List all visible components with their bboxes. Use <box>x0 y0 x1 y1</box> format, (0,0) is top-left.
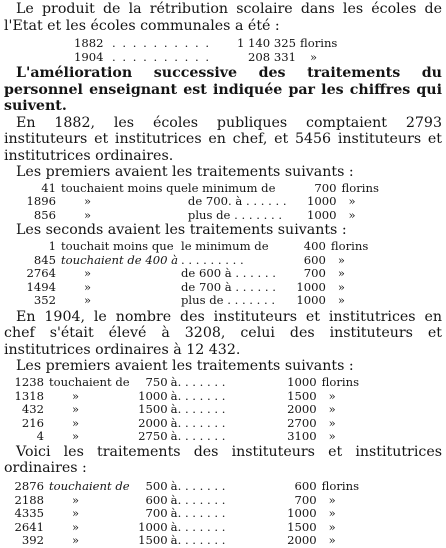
table-row <box>18 281 368 295</box>
unit-cell: florins <box>321 374 360 389</box>
to-cell: 1000 <box>287 506 317 521</box>
amount-cell: 1000 <box>296 293 326 308</box>
label-cell: » <box>84 266 92 281</box>
paragraph-1882-counts: En 1882, les écoles publiques comptaient 2793 instituteurs et institutrices en chef, et 5456 instituteurs et institutrices ordinaires. <box>4 114 442 164</box>
unit-cell: » <box>310 49 318 64</box>
unit-cell: » <box>328 429 336 444</box>
count-cell: 41 <box>41 180 56 195</box>
table-premiers-1882 <box>18 182 379 223</box>
unit-cell: florins <box>300 36 338 50</box>
paragraph-amelioration: L'amélioration successive des traitements du personnel enseignant est indiquée par les chiffres qui suivent. <box>4 65 442 115</box>
table-row <box>18 209 379 223</box>
table-row <box>18 267 368 281</box>
mid-cell: à. . . . . . . <box>170 374 226 389</box>
from-cell: 1500 <box>138 402 168 417</box>
label-cell: touchaient de 400 à <box>61 252 179 267</box>
amount-cell: 1000 <box>296 279 326 294</box>
to-cell: 3100 <box>287 429 317 444</box>
range-cell: de 700. à . . . . . . <box>187 194 287 209</box>
from-cell: 2750 <box>138 429 168 444</box>
range-cell: de 600 à . . . . . . <box>181 266 276 281</box>
mid-cell: à. . . . . . . <box>170 478 226 493</box>
unit-cell: » <box>348 207 356 222</box>
amount-cell: 400 <box>303 238 326 253</box>
mid-cell: à. . . . . . . <box>170 533 226 548</box>
amount-cell: 208 331 <box>248 49 296 64</box>
table-row <box>14 507 359 521</box>
count-cell: 1 <box>48 238 56 253</box>
table-premiers-1904 <box>14 376 359 444</box>
mid-cell: à. . . . . . . <box>170 506 226 521</box>
unit-cell: » <box>328 519 336 534</box>
to-cell: 1000 <box>287 374 317 389</box>
range-cell: le minimum de <box>187 180 276 195</box>
paragraph-ordinaires-1904: Voici les traitements des instituteurs et institutrices ordinaires : <box>4 443 442 477</box>
mid-cell: à. . . . . . . <box>170 492 226 507</box>
unit-cell: florins <box>321 478 360 493</box>
to-cell: 700 <box>294 492 317 507</box>
amount-cell: 700 <box>314 180 337 195</box>
to-cell: 2700 <box>287 415 317 430</box>
table-row <box>74 37 337 51</box>
mid-cell: à. . . . . . . <box>170 388 226 403</box>
document-page <box>0 1 446 548</box>
label-cell: » <box>84 207 92 222</box>
count-cell: 2188 <box>14 492 44 507</box>
label-cell: touchaient de <box>49 478 130 493</box>
unit-cell: » <box>328 533 336 548</box>
table-row <box>18 195 379 209</box>
label-cell: touchaient de <box>49 374 130 389</box>
count-cell: 352 <box>33 293 56 308</box>
table-row <box>14 480 359 494</box>
amount-cell: 1000 <box>307 194 337 209</box>
unit-cell: » <box>348 194 356 209</box>
paragraph-retribution: Le produit de la rétribution scolaire dans les écoles de l'Etat et les écoles communales a été : <box>4 1 442 34</box>
paragraph-premiers-1904: Les premiers avaient les traitements suivants : <box>16 358 354 375</box>
count-cell: 856 <box>33 207 56 222</box>
table-row <box>14 403 359 417</box>
paragraph-seconds-1882: Les seconds avaient les traitements suivants : <box>16 222 347 239</box>
table-row <box>14 430 359 444</box>
table-row <box>18 240 368 254</box>
unit-cell: » <box>328 388 336 403</box>
paragraph-1904-counts: En 1904, le nombre des instituteurs et institutrices en chef s'était élevé à 3208, celui des instituteurs et institutrices ordinaires à 12 432. <box>4 308 442 358</box>
count-cell: 845 <box>33 252 56 267</box>
table-row <box>18 254 368 268</box>
count-cell: 2641 <box>14 519 44 534</box>
label-cell: » <box>72 429 80 444</box>
label-cell: » <box>84 194 92 209</box>
count-cell: 1238 <box>14 374 44 389</box>
table-seconds-1882 <box>18 240 368 308</box>
count-cell: 1896 <box>26 194 56 209</box>
mid-cell: à. . . . . . . <box>170 429 226 444</box>
label-cell: » <box>84 293 92 308</box>
unit-cell: » <box>328 492 336 507</box>
year-cell: 1904 <box>74 49 104 64</box>
range-cell: de 700 à . . . . . . <box>181 279 276 294</box>
from-cell: 2000 <box>138 415 168 430</box>
to-cell: 2000 <box>287 533 317 548</box>
label-cell: » <box>72 519 80 534</box>
table-row <box>14 390 359 404</box>
table-row <box>18 294 368 308</box>
paragraph-premiers-1882: Les premiers avaient les traitements suivants : <box>16 164 354 181</box>
table-row <box>14 376 359 390</box>
to-cell: 1500 <box>287 519 317 534</box>
range-cell: plus de . . . . . . . <box>181 293 276 308</box>
unit-cell: florins <box>330 238 369 253</box>
from-cell: 500 <box>145 478 168 493</box>
mid-cell: à. . . . . . . <box>170 402 226 417</box>
table-row <box>14 494 359 508</box>
unit-cell: » <box>328 415 336 430</box>
label-cell: » <box>72 533 80 548</box>
label-cell: » <box>84 279 92 294</box>
count-cell: 432 <box>21 402 44 417</box>
amount-cell: 600 <box>303 252 326 267</box>
label-cell: » <box>72 492 80 507</box>
label-cell: » <box>72 402 80 417</box>
label-cell: touchait moins que <box>61 238 174 253</box>
range-cell: plus de . . . . . . . <box>187 207 283 222</box>
from-cell: 700 <box>145 506 168 521</box>
label-cell: touchaient moins que <box>61 180 188 195</box>
table-ordinaires-1904 <box>14 480 359 548</box>
to-cell: 600 <box>294 478 317 493</box>
range-cell: le minimum de <box>181 238 269 253</box>
label-cell: » <box>72 415 80 430</box>
year-cell: 1882 <box>74 36 104 50</box>
count-cell: 392 <box>21 533 44 548</box>
unit-cell: » <box>337 266 346 281</box>
unit-cell: » <box>337 293 346 308</box>
to-cell: 2000 <box>287 402 317 417</box>
unit-cell: » <box>328 402 336 417</box>
count-cell: 4 <box>36 429 44 444</box>
count-cell: 216 <box>21 415 44 430</box>
count-cell: 2876 <box>14 478 44 493</box>
count-cell: 4335 <box>14 506 44 521</box>
table-row <box>14 521 359 535</box>
table-row <box>74 51 337 65</box>
from-cell: 750 <box>145 374 168 389</box>
amount-cell: 700 <box>303 266 326 281</box>
from-cell: 600 <box>145 492 168 507</box>
table-row <box>14 417 359 431</box>
table-row <box>14 534 359 548</box>
mid-cell: à. . . . . . . <box>170 415 226 430</box>
count-cell: 2764 <box>26 266 56 281</box>
dots-cell: . . . . . . . . . . <box>112 49 211 64</box>
count-cell: 1494 <box>26 279 56 294</box>
unit-cell: » <box>337 279 346 294</box>
mid-cell: à. . . . . . . <box>170 519 226 534</box>
from-cell: 1000 <box>138 519 168 534</box>
amount-cell: 1 140 325 <box>236 36 296 50</box>
unit-cell: florins <box>341 180 379 195</box>
label-cell: » <box>72 388 80 403</box>
table-retribution <box>74 37 337 64</box>
from-cell: 1500 <box>138 533 168 548</box>
from-cell: 1000 <box>138 388 168 403</box>
unit-cell: » <box>337 252 346 267</box>
amount-cell: 1000 <box>307 207 337 222</box>
table-row <box>18 182 379 196</box>
range-cell: . . . . . . . . . <box>181 252 244 267</box>
unit-cell: » <box>328 506 336 521</box>
dots-cell: . . . . . . . . . . <box>112 36 211 50</box>
to-cell: 1500 <box>287 388 317 403</box>
label-cell: » <box>72 506 80 521</box>
count-cell: 1318 <box>14 388 44 403</box>
